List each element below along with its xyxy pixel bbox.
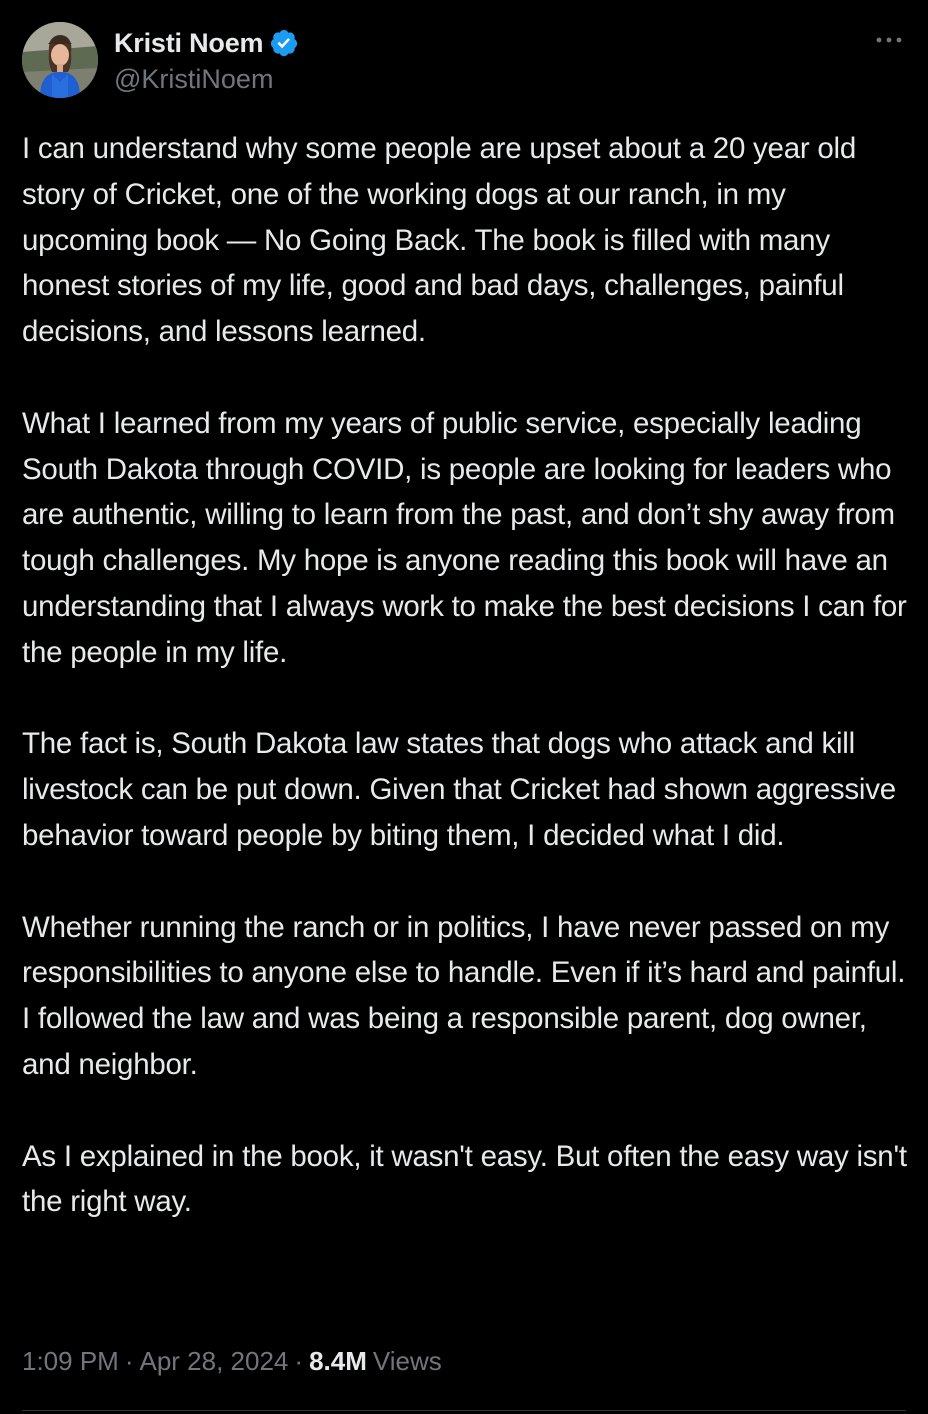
verified-badge-icon: [269, 28, 299, 58]
more-options-button[interactable]: [872, 30, 906, 50]
views-count: 8.4M: [309, 1346, 367, 1376]
meta-separator: ·: [294, 1346, 304, 1376]
tweet-paragraph: Whether running the ranch or in politics, I have never passed on my responsibilities to anyone else to handle. Even if it’s hard and painful. I followed the law and was being a responsible parent, dog owner, and neighbor.: [22, 910, 906, 1081]
tweet-text: [22, 126, 912, 1225]
divider: [22, 1410, 906, 1411]
meta-separator: ·: [124, 1346, 134, 1376]
author-avatar[interactable]: [22, 22, 98, 98]
tweet-time[interactable]: 1:09 PM: [22, 1346, 119, 1376]
views-label: Views: [372, 1346, 442, 1376]
tweet-paragraph: As I explained in the book, it wasn't easy. But often the easy way isn't the right way.: [22, 1139, 907, 1219]
tweet-paragraph: What I learned from my years of public service, especially leading South Dakota through COVID, is people are looking for leaders who are authentic, willing to learn from the past, and don’t shy away from tough challenges. My hope is anyone reading this book will have an understanding that I always work to make the best decisions I can for the people in my life.: [22, 406, 907, 669]
tweet-paragraph: I can understand why some people are upset about a 20 year old story of Cricket, one of the working dogs at our ranch, in my upcoming book — No Going Back. The book is filled with many honest stories of my life, good and bad days, challenges, painful decisions, and lessons learned.: [22, 132, 857, 349]
tweet-metadata: [22, 1346, 442, 1377]
author-display-name[interactable]: Kristi Noem: [114, 27, 264, 58]
author-name-row: [114, 26, 299, 60]
more-options-icon: [872, 30, 906, 50]
tweet-paragraph: The fact is, South Dakota law states that dogs who attack and kill livestock can be put down. Given that Cricket had shown aggressive behavior toward people by biting them, I decided what I did.: [22, 727, 896, 852]
tweet-date[interactable]: Apr 28, 2024: [139, 1346, 289, 1376]
author-handle[interactable]: @KristiNoem: [114, 64, 274, 94]
profile-photo: [22, 22, 98, 98]
